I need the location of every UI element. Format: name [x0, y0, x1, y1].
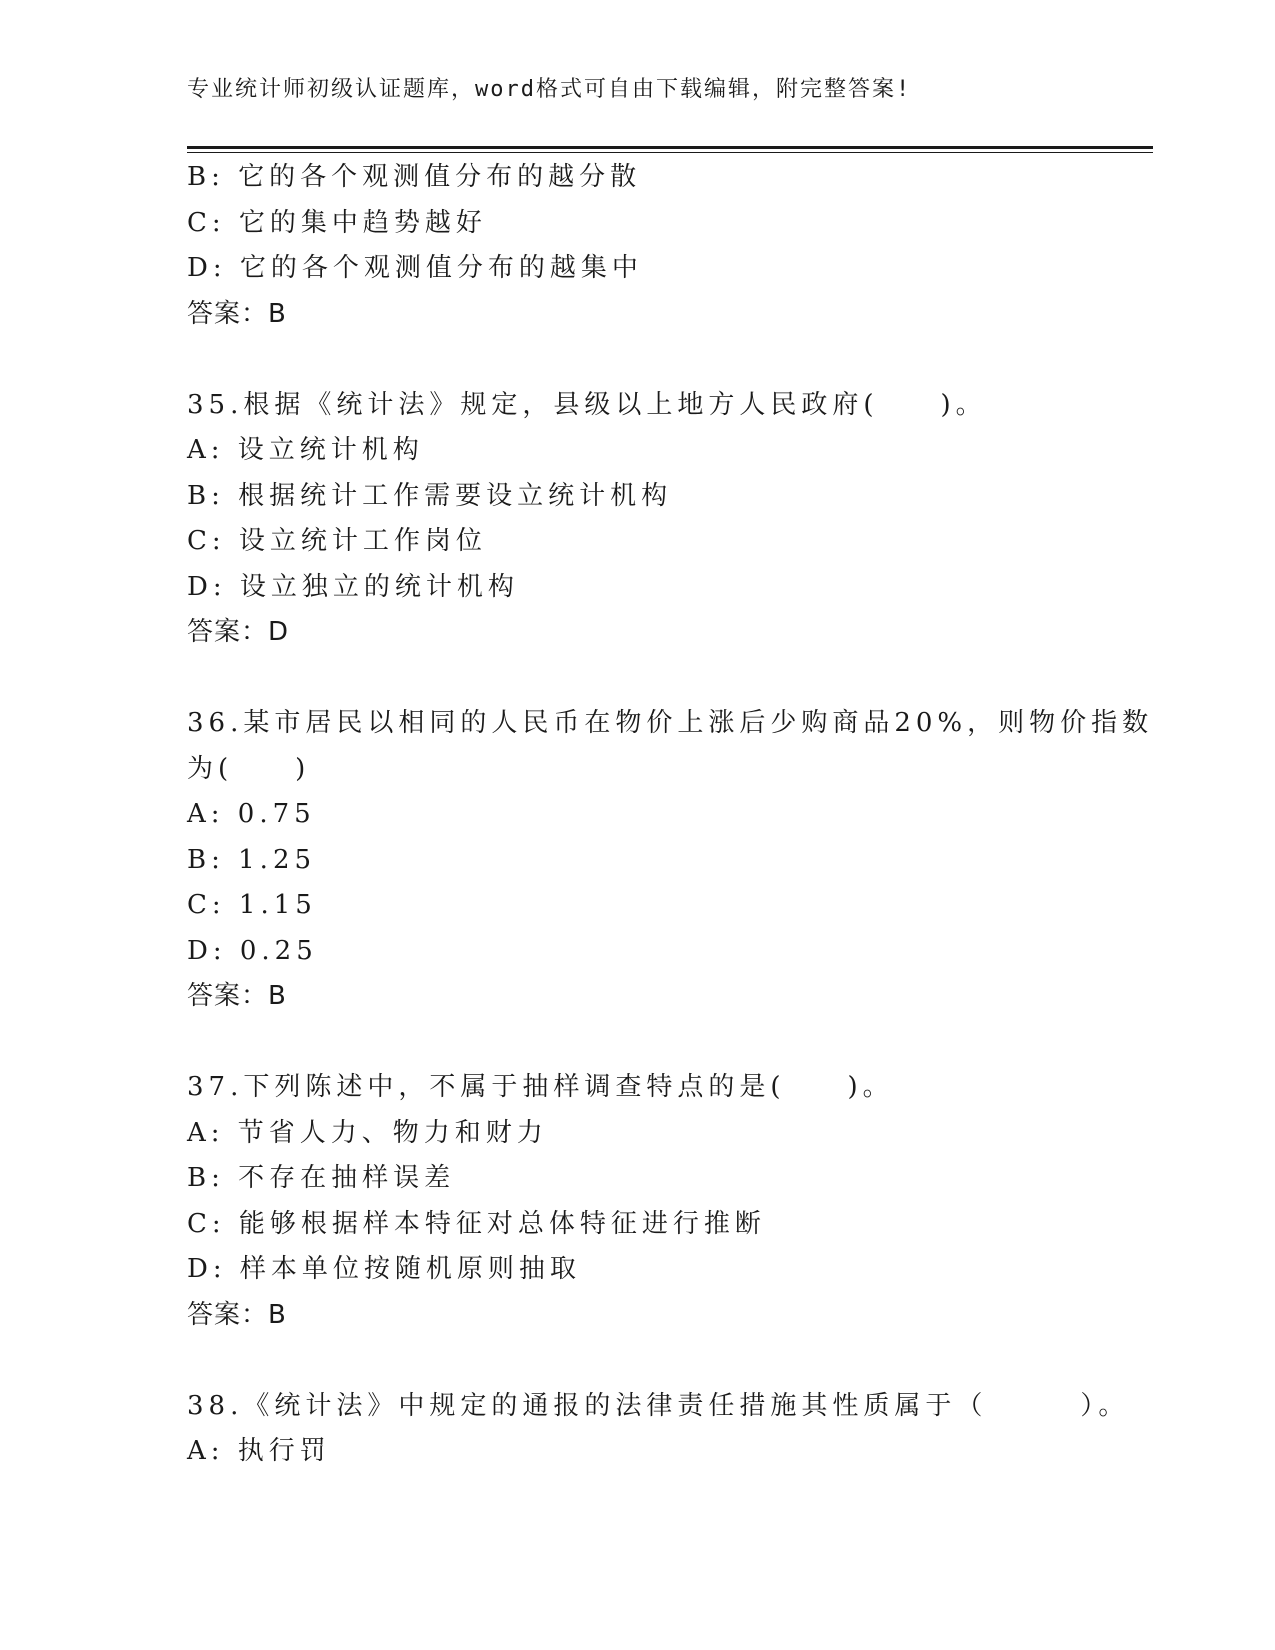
spacer	[187, 1338, 1087, 1384]
option-c: C: 1.15	[187, 890, 317, 920]
question-36	[187, 701, 1154, 1020]
question-stem: 38.《统计法》中规定的通报的法律责任措施其性质属于（ ）。	[187, 1390, 1130, 1421]
option-b: B: 它的各个观测值分布的越分散	[187, 162, 642, 192]
question-stem: 37.下列陈述中，不属于抽样调查特点的是( )。	[187, 1072, 894, 1102]
question-37	[187, 1065, 1087, 1338]
question-stem-line-2: 为( )	[187, 753, 311, 784]
option-a: A: 执行罚	[187, 1436, 331, 1466]
option-a: A: 0.75	[187, 799, 316, 829]
header-divider-thick	[187, 146, 1153, 149]
option-c: C: 它的集中趋势越好	[187, 207, 487, 238]
question-stem-line-1: 36.某市居民以相同的人民币在物价上涨后少购商品20%，则物价指数	[187, 708, 1154, 738]
option-c: C: 设立统计工作岗位	[187, 526, 487, 556]
option-b: B: 不存在抽样误差	[187, 1163, 456, 1193]
answer-label: 答案：D	[187, 617, 290, 647]
answer-label: 答案：B	[187, 1299, 287, 1330]
question-34-tail	[187, 155, 1087, 337]
answer-label: 答案：B	[187, 298, 287, 329]
spacer	[187, 1020, 1087, 1066]
option-d: D: 样本单位按随机原则抽取	[187, 1254, 581, 1284]
option-a: A: 节省人力、物力和财力	[187, 1117, 548, 1148]
option-d: D: 它的各个观测值分布的越集中	[187, 253, 643, 283]
option-b: B: 1.25	[187, 844, 317, 875]
question-list	[187, 155, 1154, 1475]
question-38	[187, 1384, 1130, 1475]
option-c: C: 能够根据样本特征对总体特征进行推断	[187, 1208, 766, 1239]
option-a: A: 设立统计机构	[187, 435, 424, 465]
question-35	[187, 383, 1087, 656]
page-header: 专业统计师初级认证题库，word格式可自由下载编辑，附完整答案!	[187, 77, 912, 102]
header-divider-thin	[187, 152, 1153, 153]
spacer	[187, 656, 1087, 702]
answer-label: 答案：B	[187, 981, 287, 1011]
option-b: B: 根据统计工作需要设立统计机构	[187, 480, 673, 511]
question-stem: 35.根据《统计法》规定，县级以上地方人民政府( )。	[187, 389, 987, 420]
spacer	[187, 337, 1087, 383]
option-d: D: 设立独立的统计机构	[187, 571, 519, 602]
option-d: D: 0.25	[187, 935, 318, 966]
